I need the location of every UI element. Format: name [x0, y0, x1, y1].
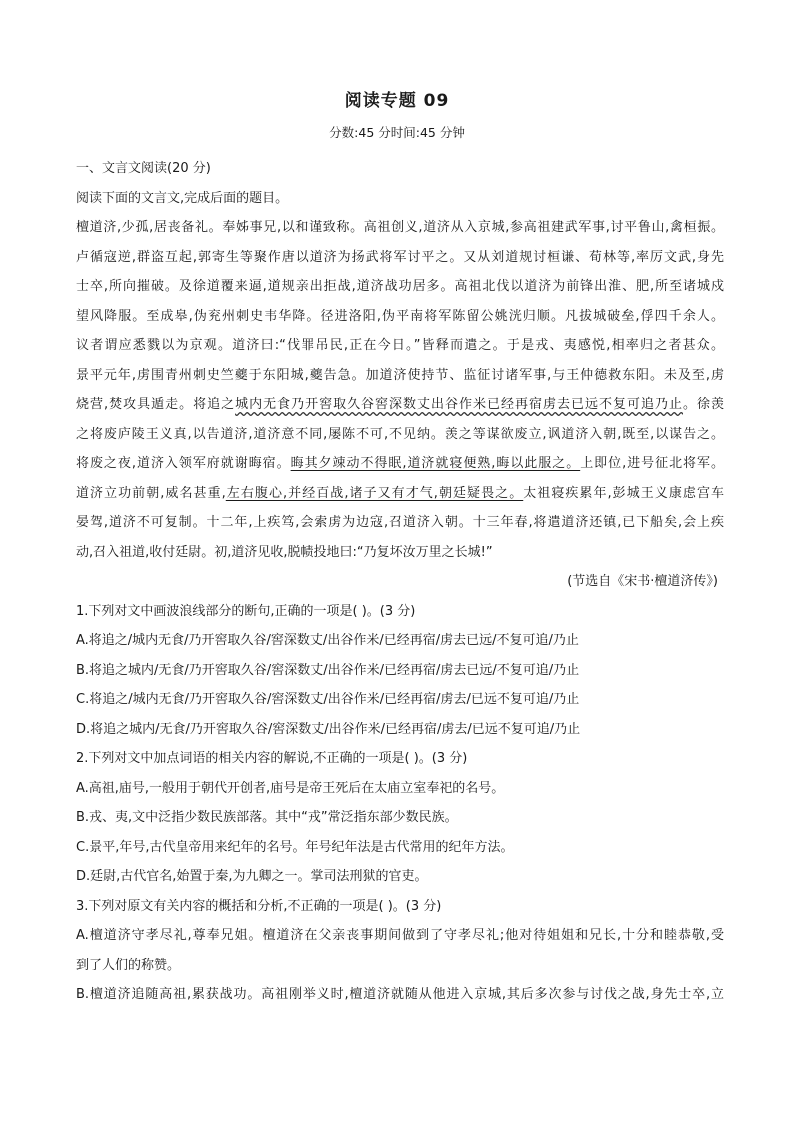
underlined-sentence: 晦其夕竦动不得眠,道济就寝便熟,晦以此服之。 — [290, 456, 581, 471]
question-option: C.景平,年号,古代皇帝用来纪年的名号。年号纪年法是古代常用的纪年方法。 — [76, 839, 514, 855]
passage-text: 烧营,焚攻具遁走。将追之 — [76, 397, 236, 412]
passage-line: 檀道济,少孤,居丧备礼。奉姊事兄,以和谨致称。高祖创义,道济从入京城,参高祖建武军事,讨平鲁山,禽桓振。 — [76, 220, 724, 235]
question-option: A.高祖,庙号,一般用于朝代开创者,庙号是帝王死后在太庙立室奉祀的名号。 — [76, 780, 505, 796]
passage-text: 。徐羡 — [682, 397, 724, 412]
passage-line: 议者谓应悉戮以为京观。道济曰:“伐罪吊民,正在今日。”皆释而遣之。于是戎、夷感悦,相率归之者甚众。 — [76, 338, 724, 353]
question-option: B.戎、夷,文中泛指少数民族部落。其中“戎”常泛指东部少数民族。 — [76, 810, 458, 825]
question-option: 到了人们的称赞。 — [76, 957, 181, 973]
question-option: B.将追之城内/无食/乃开窖取久谷/窖深数丈/出谷作米/已经再宿/虏去已远/不复可追/乃止 — [76, 662, 580, 678]
question-option: C.将追之/城内无食/乃开窖取久谷/窖深数丈/出谷作米/已经再宿/虏去/已远不复可追/乃止 — [76, 692, 580, 707]
question-option: D.将追之城内/无食/乃开窖取久谷/窖深数丈/出谷作米/已经再宿/虏去/已远不复可追/乃止 — [76, 721, 581, 737]
passage-line — [76, 449, 724, 479]
source-citation: (节选自《宋书·檀道济传》) — [567, 574, 718, 589]
underlined-sentence: 左右腹心,并经百战,诸子又有才气,朝廷疑畏之。 — [225, 485, 524, 501]
passage-line: 卢循寇逆,群盗互起,郭寄生等聚作唐以道济为扬武将军讨平之。又从刘道规讨桓谦、荀林等,率厉文武,身先 — [76, 249, 724, 265]
score-time-info: 分数:45 分时间:45 分钟 — [329, 125, 465, 140]
question-option: D.廷尉,古代官名,始置于秦,为九卿之一。掌司法刑狱的官吏。 — [76, 869, 428, 884]
passage-line: 望风降服。至成皋,伪兖州刺史韦华降。径进洛阳,伪平南将军陈留公姚洸归顺。凡拔城破垒,俘四千余人。 — [76, 308, 724, 324]
page-title: 阅读专题 09 — [344, 91, 450, 111]
passage-line: 晏驾,道济不可复制。十二年,上疾笃,会索虏为边寇,召道济入朝。十三年春,将遣道济还镇,已下船矣,会上疾 — [76, 515, 724, 530]
passage-line — [76, 479, 724, 509]
passage-text: 上即位,进号征北将军。 — [580, 456, 724, 471]
instruction-text: 阅读下面的文言文,完成后面的题目。 — [76, 190, 289, 206]
passage-text: 道济立功前朝,威名甚重, — [76, 485, 226, 501]
wavy-underlined-text: 城内无食乃开窖取久谷窖深数丈出谷作米已经再宿虏去已远不复可追乃止 — [235, 397, 683, 412]
passage-text: 太祖寝疾累年,彭城王义康虑宫车 — [523, 485, 724, 501]
passage-text: 将废之夜,道济入领军府就谢晦宿。 — [76, 456, 291, 471]
passage-line: 景平元年,虏围青州刺史竺夔于东阳城,夔告急。加道济使持节、监征讨诸军事,与王仲德救东阳。未及至,虏 — [76, 367, 724, 383]
passage-line: 之将废庐陵王义真,以告道济,道济意不同,屡陈不可,不见纳。羡之等谋欲废立,讽道济入朝,既至,以谋告之。 — [76, 426, 724, 442]
passage-line: 动,召入祖道,收付廷尉。初,道济见收,脱帻投地曰:“乃复坏汝万里之长城!” — [76, 544, 493, 560]
passage-line — [76, 390, 724, 420]
passage-line: 士卒,所向摧破。及徐道覆来逼,道规亲出拒战,道济战功居多。高祖北伐以道济为前锋出淮、肥,所至诸城戍 — [76, 279, 724, 294]
document-body — [76, 154, 724, 1010]
section-heading: 一、文言文阅读(20 分) — [76, 161, 211, 176]
question-stem: 1.下列对文中画波浪线部分的断句,正确的一项是( )。(3 分) — [76, 603, 416, 619]
question-option: A.将追之/城内无食/乃开窖取久谷/窖深数丈/出谷作米/已经再宿/虏去已远/不复可追/乃止 — [76, 633, 579, 648]
question-option: B.檀道济追随高祖,累获战功。高祖刚举义时,檀道济就随从他进入京城,其后多次参与讨伐之战,身先士卒,立 — [76, 987, 724, 1002]
question-stem: 3.下列对原文有关内容的概括和分析,不正确的一项是( )。(3 分) — [76, 898, 442, 914]
question-stem: 2.下列对文中加点词语的相关内容的解说,不正确的一项是( )。(3 分) — [76, 751, 468, 766]
question-option: A.檀道济守孝尽礼,尊奉兄姐。檀道济在父亲丧事期间做到了守孝尽礼;他对待姐姐和兄长,十分和睦恭敬,受 — [76, 928, 724, 943]
